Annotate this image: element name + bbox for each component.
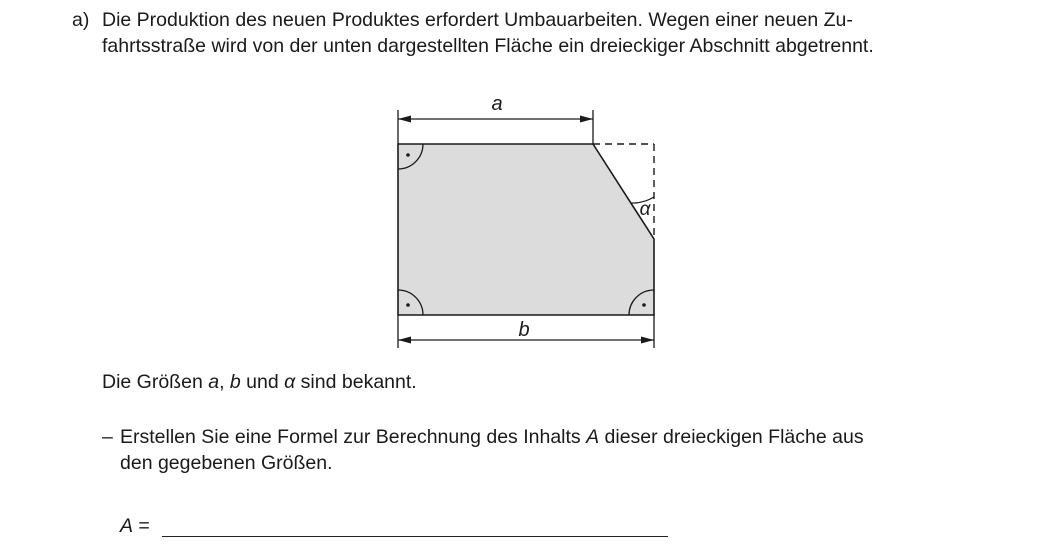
dim-b-arrow-left [398, 337, 411, 344]
intro-line-2: fahrtsstraße wird von der unten dargestellten Fläche ein dreieckiger Abschnitt abgetrennt. [102, 35, 874, 57]
given-var-alpha: α [284, 371, 296, 393]
task-marker: a) [72, 9, 90, 31]
intro-line-1: Die Produktion des neuen Produktes erfordert Umbauarbeiten. Wegen einer neuen Zu- [102, 9, 853, 31]
given-quantities [102, 370, 417, 394]
label-b: b [518, 319, 530, 341]
dim-b-arrow-right [641, 337, 654, 344]
dim-a-arrow-right [580, 116, 593, 123]
bullet-dash: – [102, 426, 113, 448]
task-instruction-line-1 [120, 425, 864, 449]
given-suffix: sind bekannt. [295, 371, 417, 393]
dim-a-arrow-left [398, 116, 411, 123]
answer-eq: = [133, 515, 150, 537]
task-instruction-line-2: den gegebenen Größen. [120, 452, 333, 474]
answer-var: A [120, 515, 134, 537]
shaded-area [398, 144, 654, 315]
task-var-A: A [586, 426, 600, 448]
label-alpha: α [639, 199, 651, 220]
answer-label [120, 514, 150, 538]
label-a: a [491, 93, 503, 115]
given-prefix: Die Größen [102, 371, 209, 393]
given-var-a: a [208, 371, 220, 393]
given-sep-1: , [219, 371, 230, 393]
given-sep-2: und [240, 371, 285, 393]
task-prefix: Erstellen Sie eine Formel zur Berechnung des Inhalts [120, 426, 587, 448]
task-suffix: dieser dreieckigen Fläche aus [599, 426, 864, 448]
given-var-b: b [229, 371, 241, 393]
answer-line[interactable] [162, 536, 668, 537]
